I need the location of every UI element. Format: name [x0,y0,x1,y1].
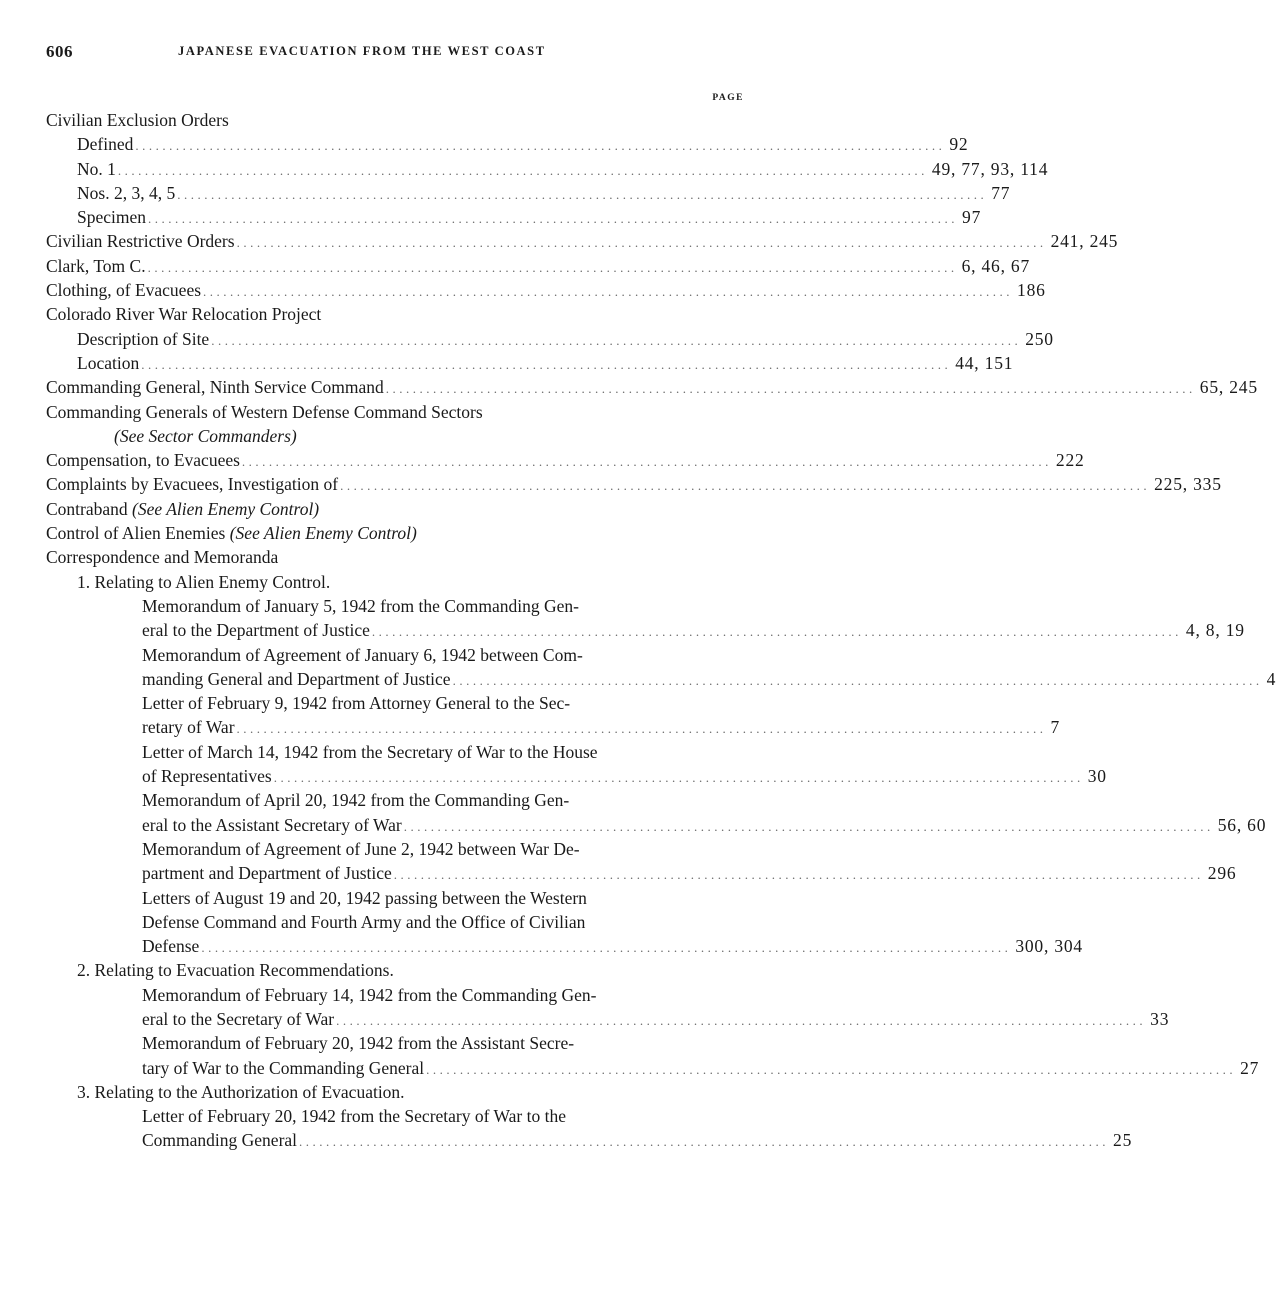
dot-leader: ........................................................................................................................ [299,1134,1110,1150]
entry-text [77,570,330,594]
entry-text [142,934,199,958]
entry-heading: 2. Relating to Evacuation Recommendations. [77,960,394,981]
entry-text [46,375,384,399]
page-reference: 56, 60 [1217,814,1267,835]
cross-reference: (See Sector Commanders) [114,425,297,446]
entry-heading: Memorandum of February 14, 1942 from the Commanding Gen- [142,984,597,1005]
page-reference: 4 [1266,668,1276,689]
page-reference: 241, 245 [1050,231,1119,252]
entry-heading: retary of War [142,717,235,738]
entry-text [46,400,483,424]
index-entry [0,351,1014,375]
entry-text [142,1007,334,1031]
page-reference: 296 [1207,863,1237,884]
index-entry [0,400,800,424]
index-entry [0,1128,1133,1152]
index-entry [0,278,1046,302]
entry-text [77,157,116,181]
entry-text [46,497,319,521]
entry-heading: Complaints by Evacuees, Investigation of [46,474,339,495]
index-entry [0,1080,800,1104]
entry-heading: Specimen [77,207,147,228]
dot-leader: ........................................................................................................................ [340,478,1151,494]
index-entry [0,934,1083,958]
page-reference: 300, 304 [1015,936,1083,957]
page-reference: 250 [1025,328,1054,349]
page-reference: 77 [991,182,1011,203]
entry-heading: Civilian Exclusion Orders [46,110,229,130]
page-reference: 25 [1113,1130,1133,1151]
entry-heading: Correspondence and Memoranda [46,547,279,568]
entry-text [142,643,583,667]
entry-text [77,958,394,982]
entry-heading: Contraband [46,498,133,519]
index-entry [0,764,1107,788]
entry-heading: Defense [142,936,200,957]
index-entry [0,1056,1260,1080]
index-entry [0,424,800,448]
entry-text [77,351,139,375]
entry-heading: Defense Command and Fourth Army and the Office of Civilian [142,911,586,932]
page-reference: 7 [1050,717,1061,738]
dot-leader: ........................................................................................................................ [147,259,958,275]
entry-heading: Description of Site [77,328,210,349]
index-entry [0,181,1011,205]
dot-leader: ........................................................................................................................ [452,672,1263,688]
entry-heading: Commanding General, Ninth Service Command [46,377,384,398]
index-entry [0,229,1119,253]
entry-text [142,667,451,691]
entry-heading: Memorandum of Agreement of January 6, 1942 between Com- [142,644,583,665]
page-reference: 92 [949,134,969,155]
page-column-label: PAGE [712,93,744,103]
entry-heading: Letter of March 14, 1942 from the Secretary of War to the House [142,741,598,762]
entry-text [142,715,235,739]
index-entry [0,813,1267,837]
dot-leader: ........................................................................................................................ [135,138,946,154]
index-entry [0,497,800,521]
index-entry [0,570,800,594]
index-entry [0,643,800,667]
entry-text [142,837,580,861]
entry-heading: Clark, Tom C. [46,255,146,276]
cross-reference: (See Alien Enemy Control) [132,498,320,519]
entry-text [142,910,585,934]
entry-text [77,1080,405,1104]
entry-text [142,1128,297,1152]
index-entry [0,983,800,1007]
entry-text [114,424,297,448]
entry-text [46,108,229,132]
index-entry [0,1031,800,1055]
page-reference: 6, 46, 67 [961,255,1031,276]
index-entry [0,1007,1170,1031]
page-reference: 44, 151 [955,352,1014,373]
dot-leader: ........................................................................................................................ [201,940,1012,956]
entry-heading: Nos. 2, 3, 4, 5 [77,182,176,203]
index-entry [0,472,1222,496]
entry-heading: Commanding General [142,1130,298,1151]
entry-text [77,181,175,205]
entry-heading: Colorado River War Relocation Project [46,304,322,325]
entry-heading: No. 1 [77,158,116,179]
dot-leader: ........................................................................................................................ [385,381,1196,397]
entry-text [142,691,570,715]
page-reference: 27 [1240,1057,1260,1078]
entry-heading: Letters of August 19 and 20, 1942 passing between the Western [142,887,587,908]
index-entry [0,254,1031,278]
entry-text [142,813,402,837]
index-entry [0,861,1237,885]
entry-text [46,278,201,302]
entry-text [46,521,417,545]
entry-text [46,302,321,326]
index-entry [0,715,1061,739]
index-entry [0,108,800,132]
dot-leader: ........................................................................................................................ [241,454,1052,470]
index-entry [0,1104,800,1128]
entry-heading: Defined [77,134,134,155]
page-header [46,42,746,66]
entry-heading: eral to the Secretary of War [142,1008,335,1029]
entry-heading: partment and Department of Justice [142,863,392,884]
entry-text [46,545,278,569]
entry-text [142,983,596,1007]
page-reference: 222 [1055,450,1085,471]
index-entry [0,958,800,982]
entry-heading: Letter of February 9, 1942 from Attorney General to the Sec- [142,693,571,714]
cross-reference: (See Alien Enemy Control) [229,523,417,544]
page-reference: 186 [1017,280,1046,301]
entry-heading: manding General and Department of Justice [142,668,451,689]
index-entry [0,691,800,715]
dot-leader: ........................................................................................................................ [393,867,1204,883]
entry-text [142,1056,424,1080]
index-entry [0,448,1085,472]
index-entry [0,594,800,618]
index-entry [0,545,800,569]
page-reference: 65, 245 [1199,377,1258,398]
dot-leader: ........................................................................................................................ [203,284,1014,300]
entry-heading: Memorandum of Agreement of June 2, 1942 between War De- [142,838,580,859]
entry-text [46,254,146,278]
entry-text [142,861,392,885]
entry-heading: tary of War to the Commanding General [142,1057,425,1078]
entry-text [142,788,569,812]
entry-heading: Compensation, to Evacuees [46,450,240,471]
dot-leader: ........................................................................................................................ [426,1061,1237,1077]
index-entry [0,740,800,764]
entry-heading: Memorandum of February 20, 1942 from the Assistant Secre- [142,1033,575,1054]
entry-heading: 1. Relating to Alien Enemy Control. [77,571,331,592]
page-reference: 97 [962,207,982,228]
index-entry [0,375,1258,399]
page-reference: 49, 77, 93, 114 [931,158,1049,179]
dot-leader: ........................................................................................................................ [177,186,988,202]
entry-heading: Memorandum of January 5, 1942 from the Commanding Gen- [142,595,579,616]
page-reference: 4, 8, 19 [1185,620,1245,641]
dot-leader: ........................................................................................................................ [371,624,1182,640]
entry-text [77,132,133,156]
index-entry [0,521,800,545]
entry-heading: Location [77,352,140,373]
entry-text [46,448,240,472]
index-entry [0,910,800,934]
entry-heading: Civilian Restrictive Orders [46,231,235,252]
dot-leader: ........................................................................................................................ [236,721,1047,737]
entry-heading: Control of Alien Enemies [46,523,230,544]
index-entry [0,327,1054,351]
dot-leader: ........................................................................................................................ [273,770,1084,786]
entry-text [46,472,338,496]
page-reference: 225, 335 [1154,474,1222,495]
dot-leader: ........................................................................................................................ [236,235,1047,251]
entry-text [142,1104,566,1128]
entry-heading: Memorandum of April 20, 1942 from the Commanding Gen- [142,790,570,811]
dot-leader: ........................................................................................................................ [148,211,959,227]
entry-text [142,1031,574,1055]
index-entry [0,302,800,326]
index-entry [0,132,969,156]
entry-heading: Letter of February 20, 1942 from the Secretary of War to the [142,1106,566,1127]
dot-leader: ........................................................................................................................ [117,162,928,178]
index-entries [0,108,1276,1153]
entry-heading: Clothing, of Evacuees [46,280,202,301]
running-title: JAPANESE EVACUATION FROM THE WEST COAST [178,44,546,58]
entry-text [142,594,579,618]
page-reference: 33 [1150,1008,1170,1029]
index-entry [0,618,1245,642]
entry-heading: eral to the Department of Justice [142,620,370,641]
entry-text [77,327,209,351]
entry-text [142,618,370,642]
entry-heading: Commanding Generals of Western Defense Command Sectors [46,401,483,422]
entry-text [77,205,146,229]
page-number: 606 [46,42,73,61]
index-entry [0,667,1276,691]
dot-leader: ........................................................................................................................ [403,818,1214,834]
dot-leader: ........................................................................................................................ [211,332,1022,348]
dot-leader: ........................................................................................................................ [141,356,952,372]
index-entry [0,837,800,861]
entry-heading: eral to the Assistant Secretary of War [142,814,402,835]
index-entry [0,886,800,910]
entry-text [142,740,598,764]
entry-heading: of Representatives [142,766,272,787]
entry-text [142,764,272,788]
index-entry [0,157,1049,181]
entry-text [142,886,587,910]
entry-text [46,229,235,253]
index-entry [0,205,982,229]
entry-heading: 3. Relating to the Authorization of Evacuation. [77,1081,405,1102]
index-entry [0,788,800,812]
page-reference: 30 [1087,766,1107,787]
dot-leader: ........................................................................................................................ [336,1012,1147,1028]
